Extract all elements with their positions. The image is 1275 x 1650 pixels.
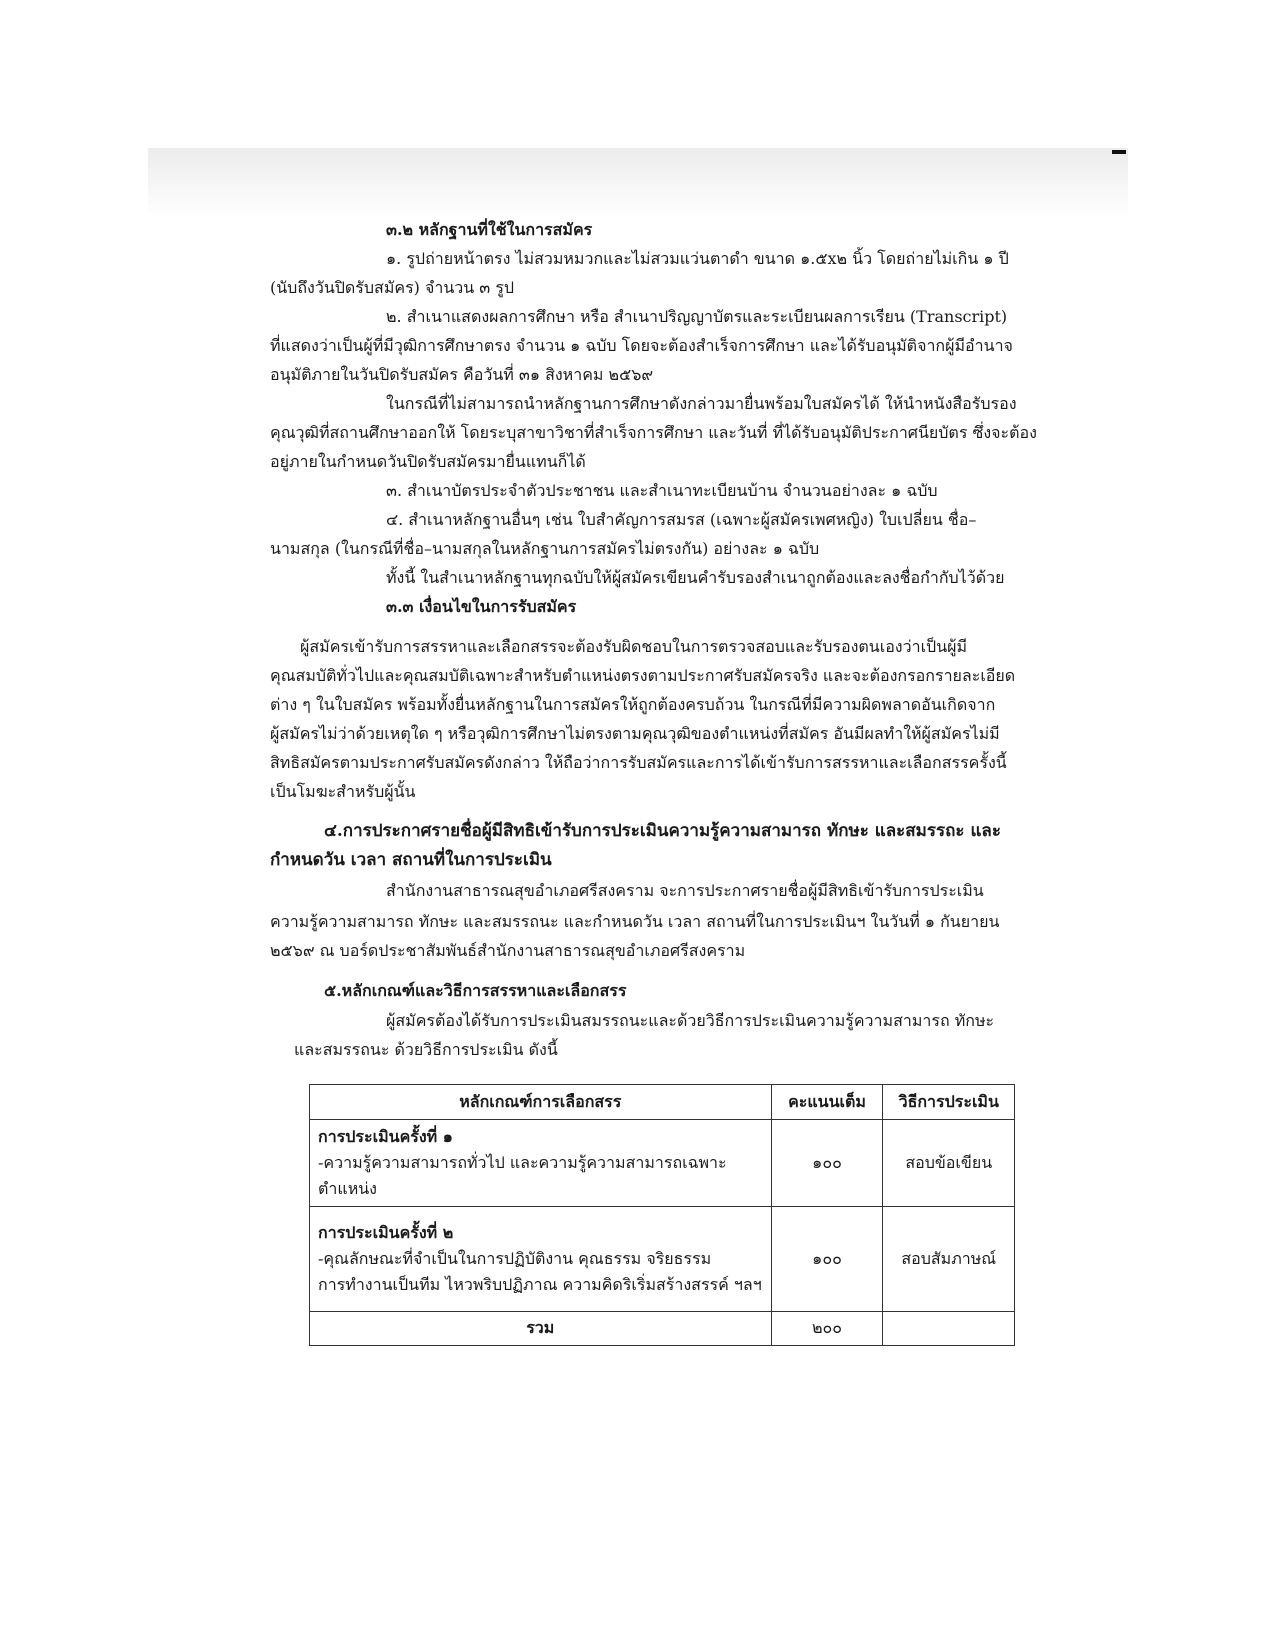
announcement-line-1: สำนักงานสาธารณสุขอำเภอศรีสงคราม จะการประกาศรายชื่อผู้มีสิทธิเข้ารับการประเมิน — [386, 881, 984, 900]
conditions-line-4: ผู้สมัครไม่ว่าด้วยเหตุใด ๆ หรือวุฒิการศึกษาไม่ตรงตามคุณวุฒิของตำแหน่งที่สมัคร อันมีผลทำให้ผู้สมัครไม่มี — [270, 724, 1000, 743]
header-method: วิธีการประเมิน — [883, 1085, 1015, 1120]
item-3: ๓. สำเนาบัตรประจำตัวประชาชน และสำเนาทะเบียนบ้าน จำนวนอย่างละ ๑ ฉบับ — [386, 481, 938, 500]
closing-note: ทั้งนี้ ในสำเนาหลักฐานทุกฉบับให้ผู้สมัครเขียนคำรับรองสำเนาถูกต้องและลงชื่อกำกับไว้ด้วย — [386, 568, 1005, 587]
section-3-3-heading: ๓.๓ เงื่อนไขในการรับสมัคร — [386, 597, 577, 616]
conditions-line-5: สิทธิสมัครตามประกาศรับสมัครดังกล่าว ให้ถือว่าการรับสมัครและการได้เข้ารับการสรรหาและเลือกสรรครั้งนี้ — [270, 753, 1007, 772]
conditions-line-6: เป็นโมฆะสำหรับผู้นั้น — [270, 782, 416, 801]
score-cell: ๑๐๐ — [771, 1120, 883, 1207]
row-title: การประเมินครั้งที่ ๒ — [318, 1223, 454, 1242]
method-cell: สอบสัมภาษณ์ — [883, 1207, 1015, 1312]
table-header-row — [310, 1085, 1015, 1120]
header-full-score: คะแนนเต็ม — [771, 1085, 883, 1120]
item-2-line-1: ๒. สำเนาแสดงผลการศึกษา หรือ สำเนาปริญญาบัตรและระเบียนผลการเรียน (Transcript) — [386, 307, 1008, 326]
table-row — [310, 1207, 1015, 1312]
section-4-heading-line-2: กำหนดวัน เวลา สถานที่ในการประเมิน — [270, 850, 552, 870]
scan-shadow — [148, 148, 1128, 218]
conditions-line-3: ต่าง ๆ ในใบสมัคร พร้อมทั้งยื่นหลักฐานในการสมัครให้ถูกต้องครบถ้วน ในกรณีที่มีความผิดพลาดอันเกิดจาก — [270, 695, 996, 714]
row-description: -คุณลักษณะที่จำเป็นในการปฏิบัติงาน คุณธรรม จริยธรรม — [318, 1249, 712, 1268]
conditions-line-2: คุณสมบัติทั่วไปและคุณสมบัติเฉพาะสำหรับตำแหน่งตรงตามประกาศรับสมัครจริง และจะต้องกรอกรายละเอียด — [270, 666, 1016, 685]
selection-criteria-table — [309, 1084, 1015, 1346]
item-1-line-2: (นับถึงวันปิดรับสมัคร) จำนวน ๓ รูป — [270, 278, 515, 297]
score-cell: ๑๐๐ — [771, 1207, 883, 1312]
section-3-2-heading: ๓.๒ หลักฐานที่ใช้ในการสมัคร — [386, 220, 593, 239]
total-method-empty — [883, 1312, 1015, 1346]
note-line-3: อยู่ภายในกำหนดวันปิดรับสมัครมายื่นแทนก็ได้ — [270, 452, 586, 471]
header-criteria: หลักเกณฑ์การเลือกสรร — [310, 1085, 772, 1120]
table-total-row — [310, 1312, 1015, 1346]
item-1-line-1: ๑. รูปถ่ายหน้าตรง ไม่สวมหมวกและไม่สวมแว่นตาดำ ขนาด ๑.๕x๒ นิ้ว โดยถ่ายไม่เกิน ๑ ปี — [386, 249, 1009, 268]
criteria-cell — [310, 1207, 772, 1312]
item-4-line-1: ๔. สำเนาหลักฐานอื่นๆ เช่น ใบสำคัญการสมรส (เฉพาะผู้สมัครเพศหญิง) ใบเปลี่ยน ชื่อ– — [386, 510, 977, 529]
criteria-cell — [310, 1120, 772, 1207]
section-4-heading-line-1: ๔.การประกาศรายชื่อผู้มีสิทธิเข้ารับการประเมินความรู้ความสามารถ ทักษะ และสมรรถะ และ — [324, 821, 1001, 841]
row-title: การประเมินครั้งที่ ๑ — [318, 1127, 453, 1146]
item-2-line-2: ที่แสดงว่าเป็นผู้ที่มีวุฒิการศึกษาตรง จำนวน ๑ ฉบับ โดยจะต้องสำเร็จการศึกษา และได้รับอนุมัติจากผู้มีอำนาจ — [270, 336, 1013, 355]
announcement-line-2: ความรู้ความสามารถ ทักษะ และสมรรถนะ และกำหนดวัน เวลา สถานที่ในการประเมินฯ ในวันที่ ๑ กันยายน — [270, 912, 1000, 931]
announcement-line-3: ๒๕๖๙ ณ บอร์ดประชาสัมพันธ์สำนักงานสาธารณสุขอำเภอศรีสงคราม — [270, 941, 746, 960]
item-4-line-2: นามสกุล (ในกรณีที่ชื่อ–นามสกุลในหลักฐานการสมัครไม่ตรงกัน) อย่างละ ๑ ฉบับ — [270, 539, 820, 558]
conditions-line-1: ผู้สมัครเข้ารับการสรรหาและเลือกสรรจะต้องรับผิดชอบในการตรวจสอบและรับรองตนเองว่าเป็นผู้มี — [300, 637, 968, 656]
item-2-line-3: อนุมัติภายในวันปิดรับสมัคร คือวันที่ ๓๑ สิงหาคม ๒๕๖๙ — [270, 365, 654, 384]
section-5-heading: ๕.หลักเกณฑ์และวิธีการสรรหาและเลือกสรร — [324, 981, 627, 1000]
method-cell: สอบข้อเขียน — [883, 1120, 1015, 1207]
row-description-cont: การทำงานเป็นทีม ไหวพริบปฏิภาณ ความคิดริเริ่มสร้างสรรค์ ฯลฯ — [318, 1275, 762, 1294]
note-line-2: คุณวุฒิที่สถานศึกษาออกให้ โดยระบุสาขาวิชาที่สำเร็จการศึกษา และวันที่ ที่ได้รับอนุมัติประกาศนียบัตร ซึ่งจะต้อง — [270, 423, 1037, 442]
criteria-intro-line-2: และสมรรถนะ ด้วยวิธีการประเมิน ดังนี้ — [294, 1040, 558, 1059]
table-row — [310, 1120, 1015, 1207]
total-label: รวม — [310, 1312, 772, 1346]
total-score: ๒๐๐ — [771, 1312, 883, 1346]
note-line-1: ในกรณีที่ไม่สามารถนำหลักฐานการศึกษาดังกล่าวมายื่นพร้อมใบสมัครได้ ให้นำหนังสือรับรอง — [386, 394, 1017, 413]
criteria-intro-line-1: ผู้สมัครต้องได้รับการประเมินสมรรถนะและด้วยวิธีการประเมินความรู้ความสามารถ ทักษะ — [386, 1011, 995, 1030]
page-mark — [1112, 150, 1126, 154]
row-description: -ความรู้ความสามารถทั่วไป และความรู้ความสามารถเฉพาะตำแหน่ง — [318, 1153, 727, 1198]
